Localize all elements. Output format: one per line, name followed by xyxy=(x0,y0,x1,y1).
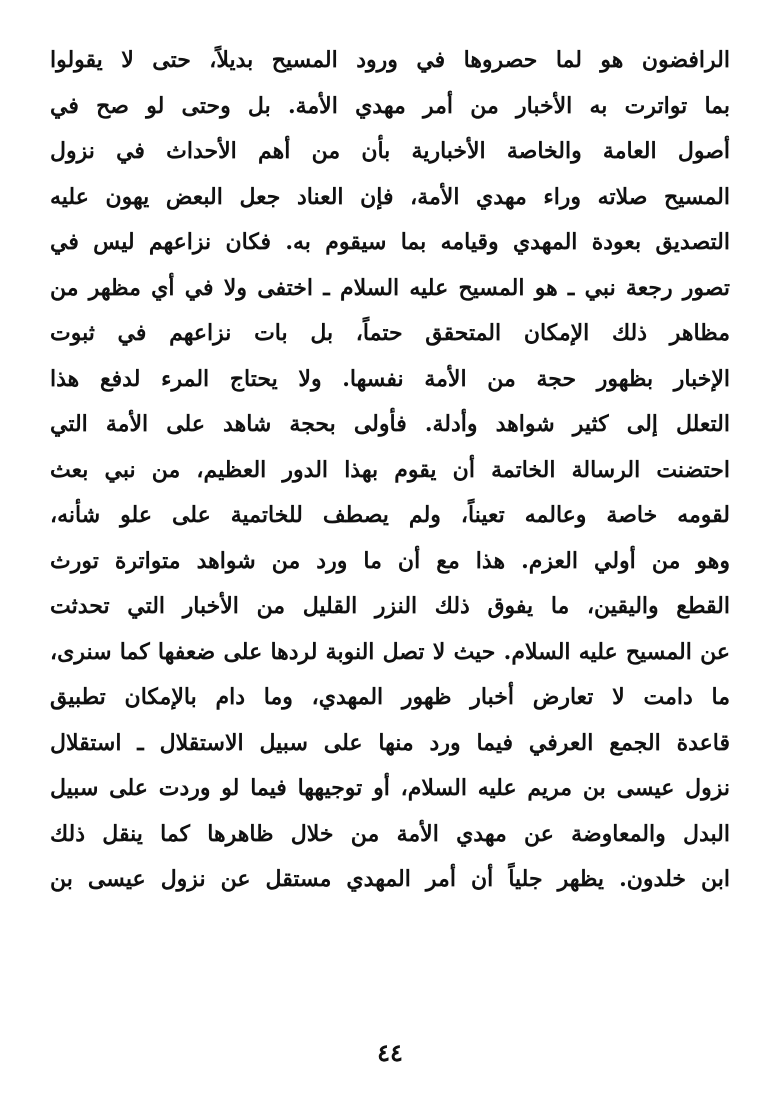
text-line: بما تواترت به الأخبار من أمر مهدي الأمة. بل وحتى لو صح في xyxy=(50,92,730,119)
text-line: المسيح صلاته وراء مهدي الأمة، فإن العناد جعل البعض يهون عليه xyxy=(50,183,730,210)
text-line: البدل والمعاوضة عن مهدي الأمة من خلال ظاهرها كما ينقل ذلك xyxy=(50,820,730,847)
text-line: عن المسيح عليه السلام. حيث لا تصل النوبة لردها على ضعفها كما سنرى، xyxy=(50,638,730,665)
text-line: احتضنت الرسالة الخاتمة أن يقوم بهذا الدور العظيم، من نبي بعث xyxy=(50,456,730,483)
text-line: الإخبار بظهور حجة من الأمة نفسها. ولا يحتاج المرء لدفع هذا xyxy=(50,365,730,392)
text-line: الرافضون هو لما حصروها في ورود المسيح بديلاً، حتى لا يقولوا xyxy=(50,47,730,73)
text-line: مظاهر ذلك الإمكان المتحقق حتماً، بل بات نزاعهم في ثبوت xyxy=(50,320,730,346)
text-line: قاعدة الجمع العرفي فيما ورد منها على سبيل الاستقلال ـ استقلال xyxy=(50,729,730,756)
text-line: وهو من أولي العزم. هذا مع أن ما ورد من شواهد متواترة تورث xyxy=(50,547,730,574)
text-line: نزول عيسى بن مريم عليه السلام، أو توجيهها فيما لو وردت على سبيل xyxy=(50,775,730,801)
text-line: تصور رجعة نبي ـ هو المسيح عليه السلام ـ اختفى ولا في أي مظهر من xyxy=(50,274,730,301)
text-line: لقومه خاصة وعالمه تعيناً، ولم يصطف للخاتمية على علو شأنه، xyxy=(50,502,730,528)
text-line: أصول العامة والخاصة الأخبارية بأن من أهم الأحداث في نزول xyxy=(50,138,730,164)
text-line: القطع واليقين، ما يفوق ذلك النزر القليل من الأخبار التي تحدثت xyxy=(50,593,730,619)
text-line: التصديق بعودة المهدي وقيامه بما سيقوم به. فكان نزاعهم ليس في xyxy=(50,229,730,255)
page-number: ٤٤ xyxy=(377,1038,403,1067)
text-line: التعلل إلى كثير شواهد وأدلة. فأولى بحجة شاهد على الأمة التي xyxy=(50,411,730,437)
body-text xyxy=(50,38,730,903)
text-line: ما دامت لا تعارض أخبار ظهور المهدي، وما دام بالإمكان تطبيق xyxy=(50,684,730,710)
text-line: ابن خلدون. يظهر جلياً أن أمر المهدي مستقل عن نزول عيسى بن xyxy=(50,866,730,892)
